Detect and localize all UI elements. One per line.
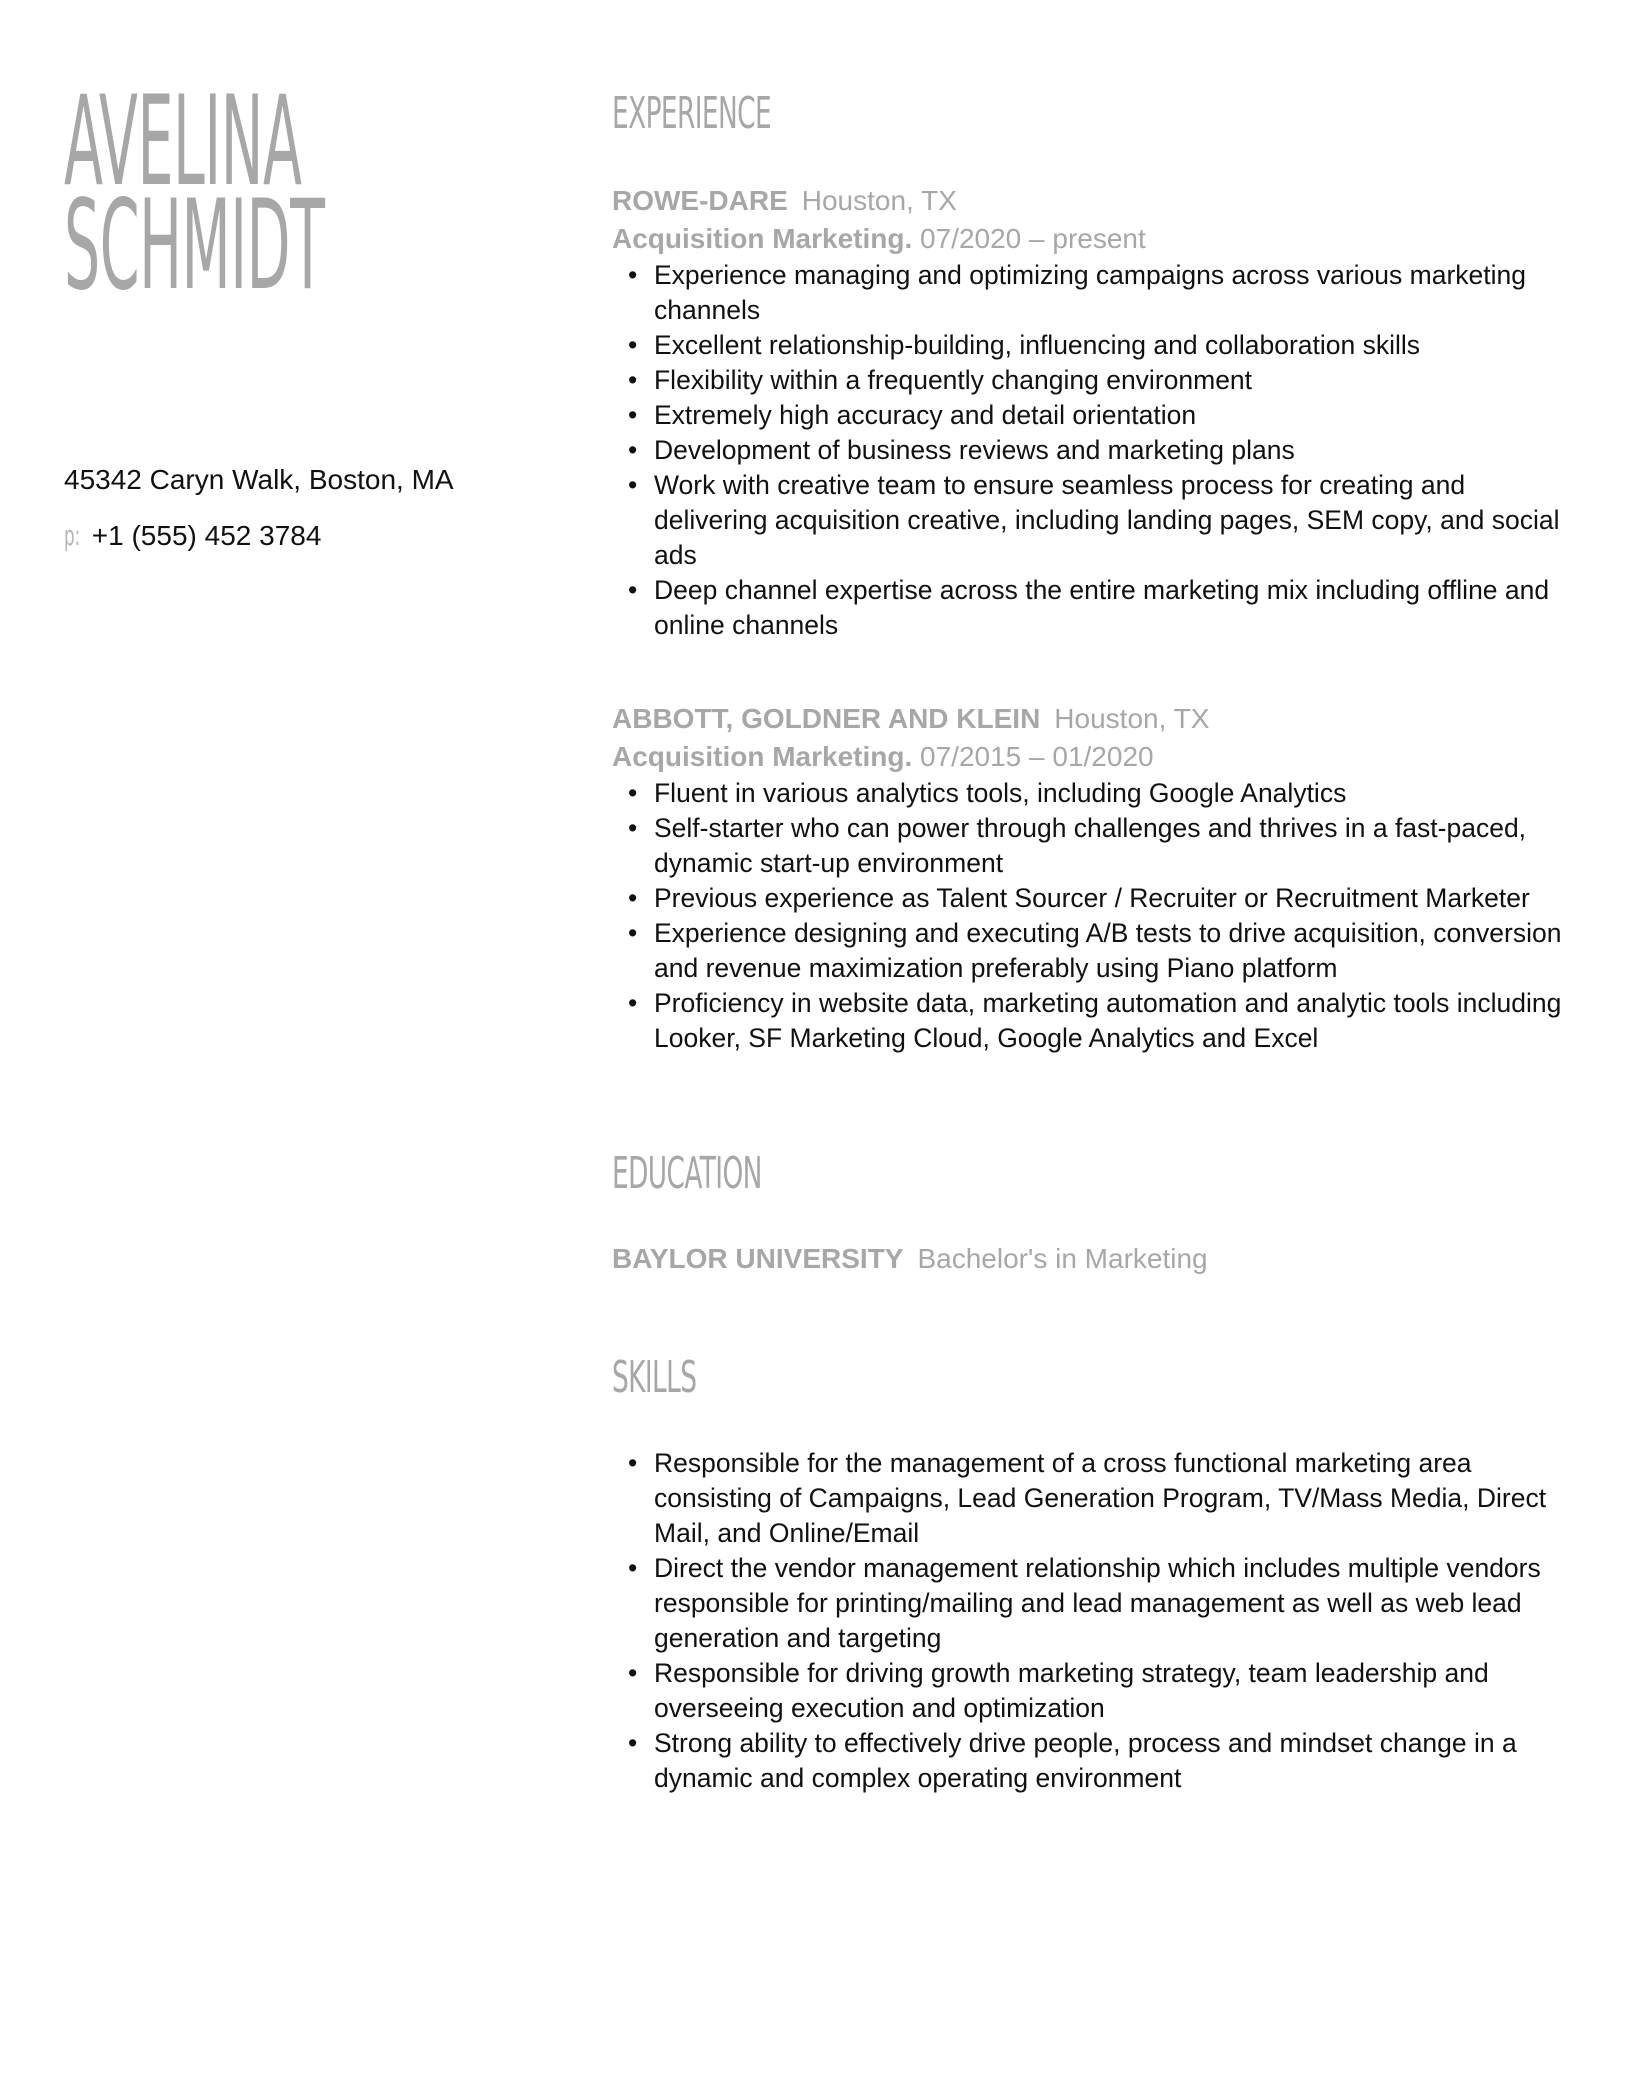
job-header [612,700,1572,738]
job-location: Houston, TX [801,185,957,216]
experience-heading: EXPERIENCE [612,88,772,139]
list-item: • Flexibility within a frequently changing environment [654,363,1572,398]
job-bullets [612,258,1572,643]
address: 45342 Caryn Walk, Boston, MA [64,464,454,495]
name-block [64,70,564,318]
job-title: Acquisition Marketing. [612,741,913,772]
list-item: • Responsible for the management of a cross functional marketing area consisting of Campaigns, Lead Generation Program, TV/Mass Media, Direct Mail, and Online/Email [654,1446,1572,1551]
phone-line [64,518,454,554]
list-item: • Strong ability to effectively drive people, process and mindset change in a dynamic and complex operating environment [654,1726,1572,1796]
list-item: • Direct the vendor management relationship which includes multiple vendors responsible for printing/mailing and lead management as well as web lead generation and targeting [654,1551,1572,1656]
list-item: • Extremely high accuracy and detail orientation [654,398,1572,433]
list-item: • Excellent relationship-building, influencing and collaboration skills [654,328,1572,363]
list-item: • Experience managing and optimizing campaigns across various marketing channels [654,258,1572,328]
job-dates: 07/2015 – 01/2020 [920,741,1154,772]
job-title-line [612,738,1572,776]
list-item: • Proficiency in website data, marketing automation and analytic tools including Looker, SF Marketing Cloud, Google Analytics and Excel [654,986,1572,1056]
list-item: • Self-starter who can power through challenges and thrives in a fast-paced, dynamic start-up environment [654,811,1572,881]
list-item: • Work with creative team to ensure seamless process for creating and delivering acquisition creative, including landing pages, SEM copy, and social ads [654,468,1572,573]
list-item: • Experience designing and executing A/B tests to drive acquisition, conversion and revenue maximization preferably using Piano platform [654,916,1572,986]
skills-list-wrap [612,1446,1572,1796]
company-name: ROWE-DARE [612,185,788,216]
list-item: • Development of business reviews and marketing plans [654,433,1572,468]
job-dates: 07/2020 – present [920,223,1146,254]
skills-heading: SKILLS [612,1352,697,1403]
list-item: • Fluent in various analytics tools, including Google Analytics [654,776,1572,811]
first-name: AVELINA [64,70,302,214]
last-name: SCHMIDT [64,174,325,318]
job-bullets [612,776,1572,1056]
job-title-line [612,220,1572,258]
candidate-name [64,70,325,318]
education-entry [612,1240,1208,1278]
job-title: Acquisition Marketing. [612,223,913,254]
contact-info [64,462,454,574]
company-name: ABBOTT, GOLDNER AND KLEIN [612,703,1041,734]
list-item: • Responsible for driving growth marketing strategy, team leadership and overseeing execution and optimization [654,1656,1572,1726]
skills-bullets [612,1446,1572,1796]
school-name: BAYLOR UNIVERSITY [612,1243,904,1274]
job-header [612,182,1572,220]
education-heading: EDUCATION [612,1148,762,1199]
phone-number: +1 (555) 452 3784 [91,520,322,551]
phone-prefix: p: [64,519,81,552]
degree: Bachelor's in Marketing [917,1243,1208,1274]
job-entry [612,700,1572,1056]
list-item: • Deep channel expertise across the entire marketing mix including offline and online channels [654,573,1572,643]
list-item: • Previous experience as Talent Sourcer / Recruiter or Recruitment Marketer [654,881,1572,916]
job-location: Houston, TX [1054,703,1210,734]
job-entry [612,182,1572,643]
